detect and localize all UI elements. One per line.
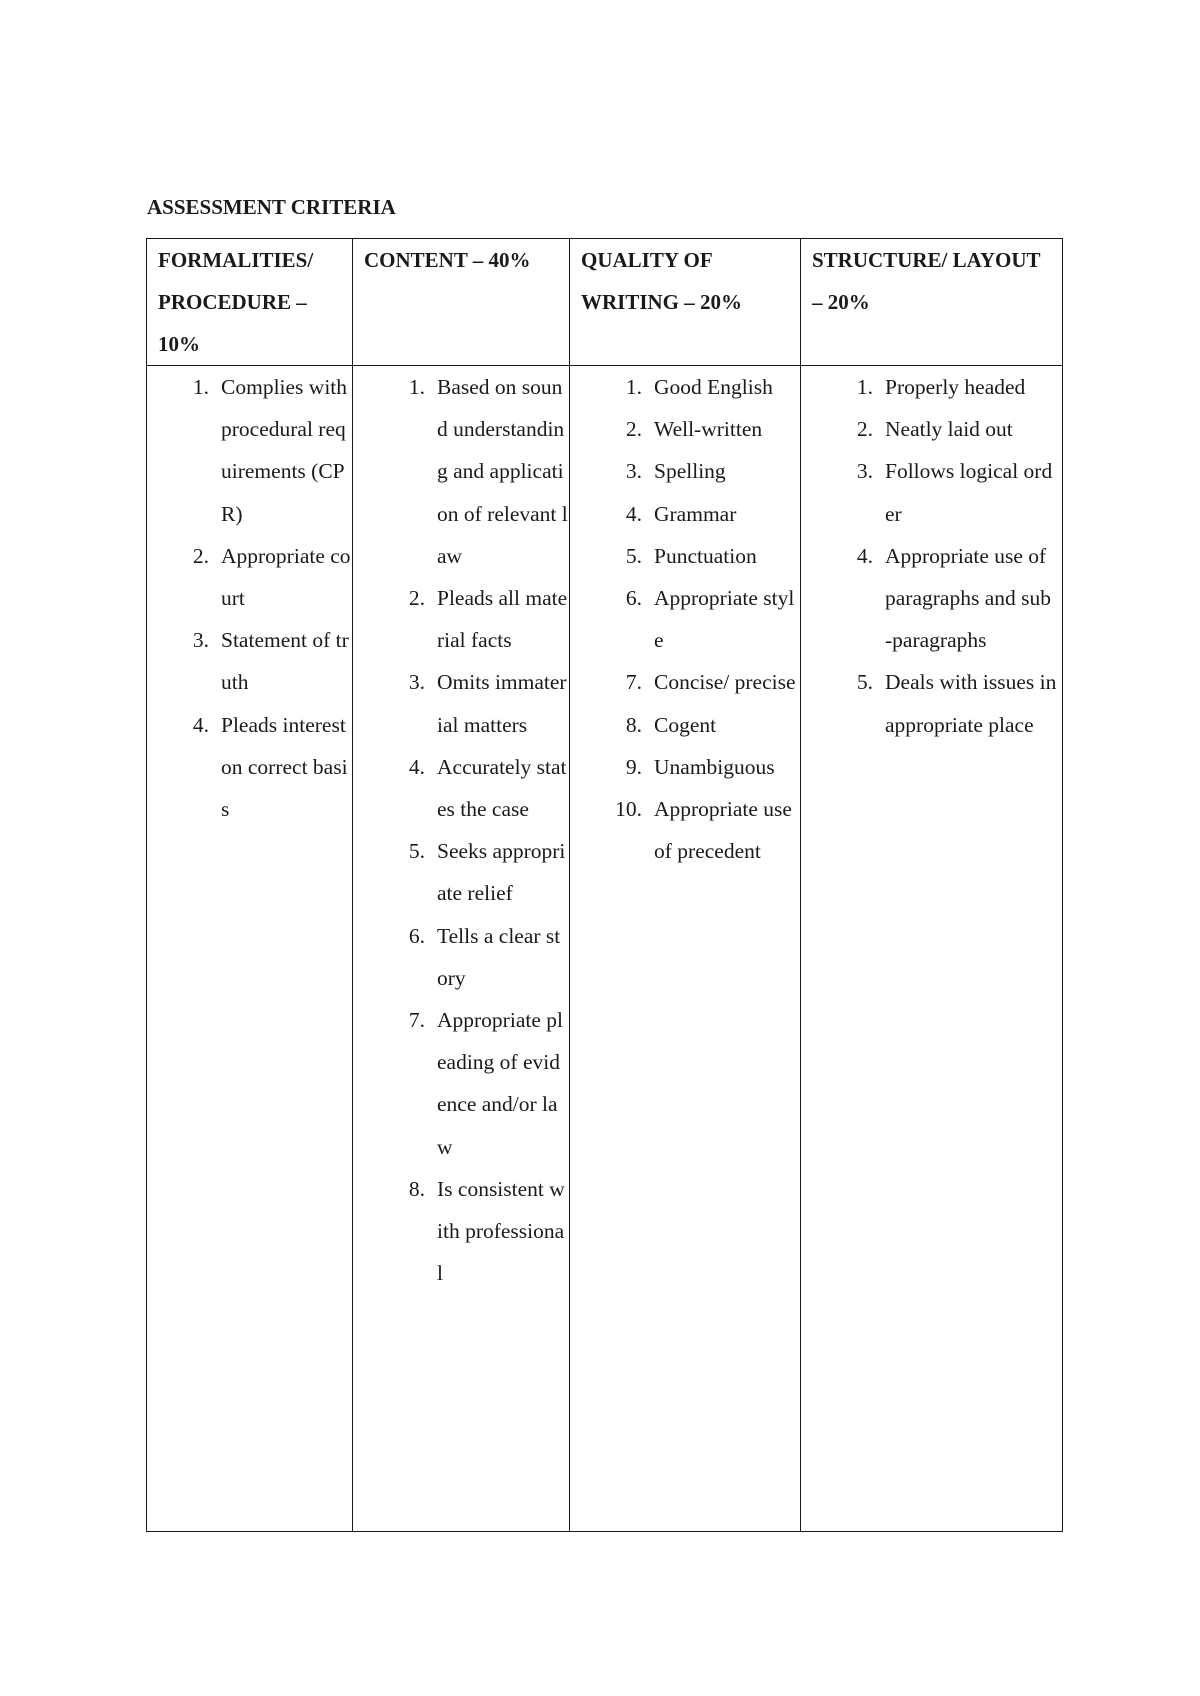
list-item-number: 7.	[408, 1008, 425, 1033]
list-item-number: 2.	[856, 417, 873, 442]
list-item	[353, 661, 569, 745]
list-item-number: 1.	[408, 375, 425, 399]
list-item-number: 8.	[408, 1176, 425, 1201]
list-item-text: Appropriate use of paragraphs and sub-paragraphs	[885, 543, 1051, 653]
page-title: ASSESSMENT CRITERIA	[147, 195, 396, 219]
list-item	[353, 746, 569, 830]
criteria-cell-formalities	[147, 366, 353, 1532]
list-item-number: 2.	[192, 543, 209, 568]
list-item-number: 9.	[625, 754, 642, 779]
list-item	[570, 704, 800, 746]
list-item-number: 4.	[408, 754, 425, 779]
list-item-text: Deals with issues in appropriate place	[885, 670, 1057, 737]
list-item	[353, 915, 569, 999]
list-item	[570, 408, 800, 450]
criteria-cell-quality-of-writing	[570, 366, 801, 1532]
column-header-structure-layout: STRUCTURE/ LAYOUT – 20%	[801, 239, 1063, 366]
list-item	[801, 661, 1062, 745]
list-item-number: 8.	[625, 712, 642, 737]
table-header-row	[147, 239, 1063, 366]
list-item	[570, 535, 800, 577]
list-item-text: Appropriate court	[221, 543, 351, 611]
list-item-text: Omits immaterial matters	[437, 670, 567, 737]
list-item	[353, 1168, 569, 1295]
assessment-criteria-table	[146, 238, 1063, 1532]
list-item-number: 3.	[192, 628, 209, 653]
criteria-list-quality-of-writing	[570, 366, 800, 872]
column-header-formalities: FORMALITIES/ PROCEDURE – 10%	[147, 239, 353, 366]
list-item-text: Complies with procedural requirements (CPR)	[221, 375, 348, 526]
column-header-content: CONTENT – 40%	[353, 239, 570, 366]
table-body-row	[147, 366, 1063, 1532]
list-item-text: Based on sound understanding and application of relevant law	[437, 375, 568, 568]
criteria-cell-structure-layout	[801, 366, 1063, 1532]
list-item	[801, 408, 1062, 450]
list-item	[570, 577, 800, 661]
list-item-text: Follows logical order	[885, 459, 1053, 526]
list-item	[147, 535, 352, 619]
list-item-number: 10.	[615, 797, 642, 822]
list-item	[147, 704, 352, 831]
list-item-number: 1.	[192, 375, 209, 399]
list-item-number: 1.	[856, 375, 873, 399]
list-item-text: Seeks appropriate relief	[437, 839, 566, 906]
list-item-number: 3.	[408, 670, 425, 695]
list-item	[570, 788, 800, 872]
list-item	[570, 661, 800, 703]
list-item-number: 3.	[625, 459, 642, 484]
criteria-list-formalities	[147, 366, 352, 830]
list-item-number: 5.	[625, 543, 642, 568]
list-item-text: Statement of truth	[221, 628, 349, 695]
list-item	[147, 619, 352, 703]
list-item-text: Grammar	[654, 501, 737, 526]
list-item-text: Well-written	[654, 417, 763, 442]
list-item	[353, 830, 569, 914]
list-item-text: Is consistent with professional	[437, 1176, 565, 1286]
list-item-number: 1.	[625, 375, 642, 399]
list-item-text: Cogent	[654, 712, 717, 737]
list-item-number: 7.	[625, 670, 642, 695]
list-item-number: 2.	[625, 417, 642, 442]
list-item-text: Appropriate pleading of evidence and/or law	[437, 1008, 563, 1159]
list-item-number: 4.	[625, 501, 642, 526]
list-item-text: Properly headed	[885, 375, 1026, 399]
list-item	[147, 366, 352, 535]
list-item-text: Appropriate style	[654, 586, 795, 653]
list-item	[353, 999, 569, 1168]
list-item-text: Unambiguous	[654, 754, 775, 779]
list-item	[801, 366, 1062, 408]
list-item-number: 4.	[192, 712, 209, 737]
list-item-number: 5.	[856, 670, 873, 695]
list-item-text: Pleads all material facts	[437, 586, 568, 653]
criteria-list-content	[353, 366, 569, 1294]
list-item-text: Concise/ precise	[654, 670, 796, 695]
list-item	[353, 577, 569, 661]
list-item-text: Spelling	[654, 459, 726, 484]
list-item-number: 4.	[856, 543, 873, 568]
column-header-quality-of-writing: QUALITY OF WRITING – 20%	[570, 239, 801, 366]
list-item	[570, 746, 800, 788]
list-item-number: 6.	[625, 586, 642, 611]
list-item	[570, 450, 800, 492]
list-item	[801, 450, 1062, 534]
list-item	[570, 366, 800, 408]
list-item-text: Pleads interest on correct basis	[221, 712, 348, 822]
list-item-number: 3.	[856, 459, 873, 484]
list-item-text: Accurately states the case	[437, 754, 567, 822]
list-item	[570, 493, 800, 535]
list-item-text: Appropriate use of precedent	[654, 797, 792, 864]
list-item-number: 2.	[408, 586, 425, 611]
list-item	[801, 535, 1062, 662]
list-item-number: 5.	[408, 839, 425, 864]
criteria-cell-content	[353, 366, 570, 1532]
list-item-text: Punctuation	[654, 543, 757, 568]
list-item-text: Tells a clear story	[437, 923, 561, 990]
list-item-number: 6.	[408, 923, 425, 948]
criteria-list-structure-layout	[801, 366, 1062, 746]
list-item-text: Neatly laid out	[885, 417, 1013, 442]
list-item-text: Good English	[654, 375, 773, 399]
list-item	[353, 366, 569, 577]
